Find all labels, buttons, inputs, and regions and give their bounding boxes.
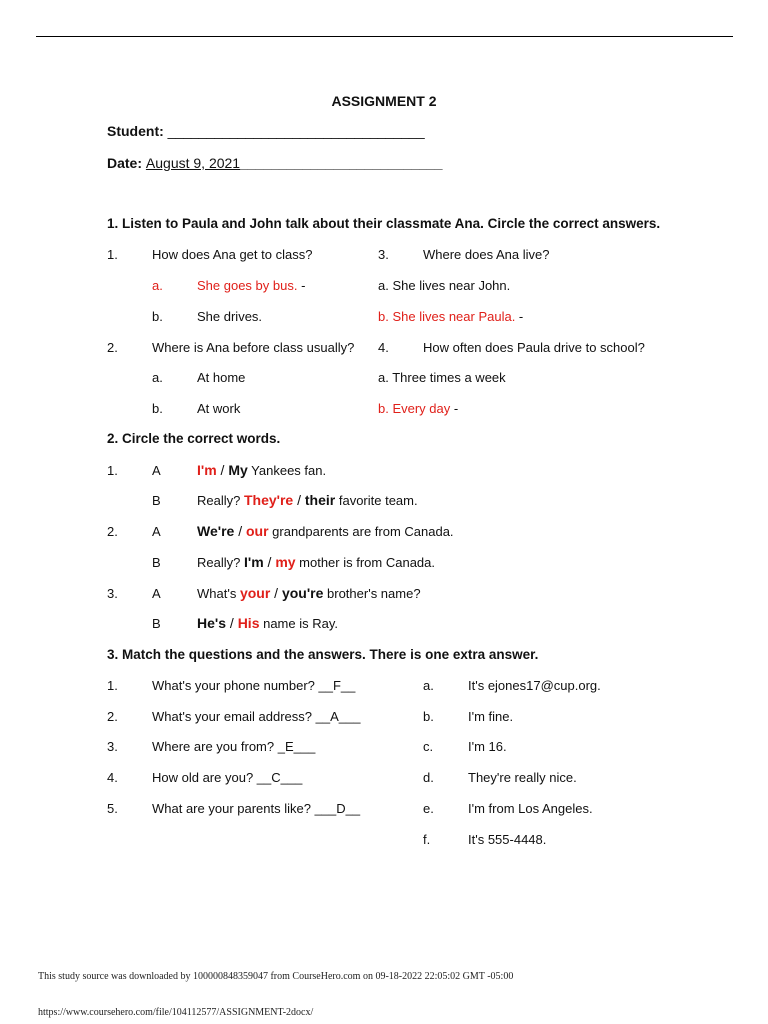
date-label: Date: [107, 155, 143, 171]
s3-question-text[interactable]: What's your email address? __A___ [152, 709, 361, 724]
s3-answer-letter: d. [423, 770, 434, 785]
s1-q4-number: 4. [378, 340, 389, 355]
s3-question-text[interactable]: What are your parents like? ___D__ [152, 801, 361, 816]
s2-option-1[interactable]: We're [197, 523, 235, 539]
s2-pre: What's [197, 586, 240, 601]
s2-row-number: 2. [107, 524, 118, 539]
date-row [107, 155, 443, 171]
s3-question-text[interactable]: What's your phone number? __F__ [152, 678, 356, 693]
s2-option-2[interactable]: their [304, 492, 336, 508]
s3-answer-letter: e. [423, 801, 434, 816]
section2-heading: 2. Circle the correct words. [107, 431, 281, 446]
student-label: Student: [107, 123, 164, 139]
s2-row-sentence [197, 492, 418, 509]
date-blank: __________________________ [240, 155, 443, 171]
s1-q4-b-option[interactable] [378, 401, 458, 417]
s2-option-1[interactable]: I'm [243, 554, 264, 570]
s2-separator: / [226, 615, 238, 631]
s2-row-sentence [197, 615, 338, 632]
s3-answer-text: I'm from Los Angeles. [468, 801, 593, 816]
s1-q1-b-letter[interactable]: b. [152, 309, 163, 324]
s2-post: grandparents are from Canada. [268, 524, 454, 539]
s2-row-sentence [197, 462, 326, 479]
section3-heading: 3. Match the questions and the answers. There is one extra answer. [107, 647, 539, 662]
s2-separator: / [293, 492, 305, 508]
s3-answer-letter: c. [423, 739, 434, 754]
s1-q1-b-text[interactable]: She drives. [197, 309, 263, 324]
s1-q1-text: How does Ana get to class? [152, 247, 313, 262]
s2-separator: / [263, 554, 276, 570]
s1-q4-b-mark: - [450, 401, 459, 416]
s3-answer-text: They're really nice. [468, 770, 577, 785]
s2-option-2[interactable]: My [228, 462, 248, 478]
s2-row-sentence [197, 523, 454, 540]
section1-heading: 1. Listen to Paula and John talk about their classmate Ana. Circle the correct answers. [107, 216, 661, 231]
s2-option-2-selected[interactable]: my [275, 554, 296, 570]
s2-post: mother is from Canada. [295, 555, 435, 570]
s3-answer-letter: a. [423, 678, 434, 693]
student-blank: _________________________________ [167, 123, 425, 139]
download-notice: This study source was downloaded by 100000848359047 from CourseHero.com on 09-18-2022 22:05:02 GMT -05:00 [38, 971, 514, 982]
s2-row-speaker: B [152, 616, 161, 631]
source-url[interactable]: https://www.coursehero.com/file/104112577/ASSIGNMENT-2docx/ [38, 1007, 314, 1018]
s2-pre: Really? [197, 555, 244, 570]
s2-row-sentence [197, 585, 421, 602]
s3-answer-letter: b. [423, 709, 434, 724]
page-title: ASSIGNMENT 2 [331, 93, 437, 109]
s3-question-text[interactable]: Where are you from? _E___ [152, 739, 316, 754]
s1-q1-a-option[interactable] [197, 278, 305, 294]
s2-row-number: 3. [107, 586, 118, 601]
s2-post: name is Ray. [259, 616, 338, 631]
s3-answer-text: I'm fine. [468, 709, 514, 724]
s2-option-2-selected[interactable]: His [237, 615, 260, 631]
s2-option-2-selected[interactable]: our [245, 523, 269, 539]
s1-q2-text: Where is Ana before class usually? [152, 340, 355, 355]
s3-answer-text: It's ejones17@cup.org. [468, 678, 601, 693]
s1-q4-text: How often does Paula drive to school? [423, 340, 645, 355]
s3-question-number: 4. [107, 770, 118, 785]
date-value: August 9, 2021 [145, 155, 241, 171]
s2-row-speaker: A [152, 586, 161, 601]
s1-q3-b-option[interactable] [378, 309, 523, 325]
s3-question-text[interactable]: How old are you? __C___ [152, 770, 303, 785]
s3-question-number: 3. [107, 739, 118, 754]
s1-q2-b-text[interactable]: At work [197, 401, 241, 416]
s1-q1-number: 1. [107, 247, 118, 262]
s3-question-number: 2. [107, 709, 118, 724]
s1-q1-a-mark: - [297, 278, 306, 293]
s1-q3-a-text[interactable]: a. She lives near John. [378, 278, 511, 293]
s2-separator: / [270, 585, 282, 601]
s1-q1-a-text: She goes by bus. [197, 278, 298, 293]
s2-option-1-selected[interactable]: They're [243, 492, 294, 508]
s1-q1-a-letter[interactable]: a. [152, 278, 163, 293]
s2-pre: Really? [197, 493, 244, 508]
s2-separator: / [234, 523, 246, 539]
s1-q2-a-letter[interactable]: a. [152, 370, 163, 385]
s2-row-number: 1. [107, 463, 118, 478]
s1-q4-b-text: b. Every day [378, 401, 451, 416]
s3-question-number: 1. [107, 678, 118, 693]
top-rule [36, 36, 733, 37]
s2-row-speaker: B [152, 555, 161, 570]
s1-q4-a-text[interactable]: a. Three times a week [378, 370, 506, 385]
s2-option-1-selected[interactable]: I'm [197, 462, 217, 478]
student-row [107, 123, 425, 139]
s1-q3-b-mark: - [515, 309, 524, 324]
s1-q3-text: Where does Ana live? [423, 247, 550, 262]
s2-row-sentence [197, 554, 435, 571]
s2-row-speaker: A [152, 524, 161, 539]
s3-question-number: 5. [107, 801, 118, 816]
s3-answer-letter: f. [423, 832, 431, 847]
s1-q3-number: 3. [378, 247, 389, 262]
s3-answer-text: I'm 16. [468, 739, 507, 754]
s2-row-speaker: B [152, 493, 161, 508]
s1-q2-b-letter[interactable]: b. [152, 401, 163, 416]
s2-post: Yankees fan. [247, 463, 327, 478]
s2-post: favorite team. [335, 493, 418, 508]
s2-separator: / [216, 462, 229, 478]
s1-q2-number: 2. [107, 340, 118, 355]
s2-option-2[interactable]: you're [281, 585, 324, 601]
s2-post: brother's name? [323, 586, 421, 601]
s1-q2-a-text[interactable]: At home [197, 370, 246, 385]
s2-option-1[interactable]: He's [197, 615, 227, 631]
s3-answer-text: It's 555-4448. [468, 832, 547, 847]
s2-option-1-selected[interactable]: your [239, 585, 271, 601]
s2-row-speaker: A [152, 463, 161, 478]
s1-q3-b-text: b. She lives near Paula. [378, 309, 516, 324]
